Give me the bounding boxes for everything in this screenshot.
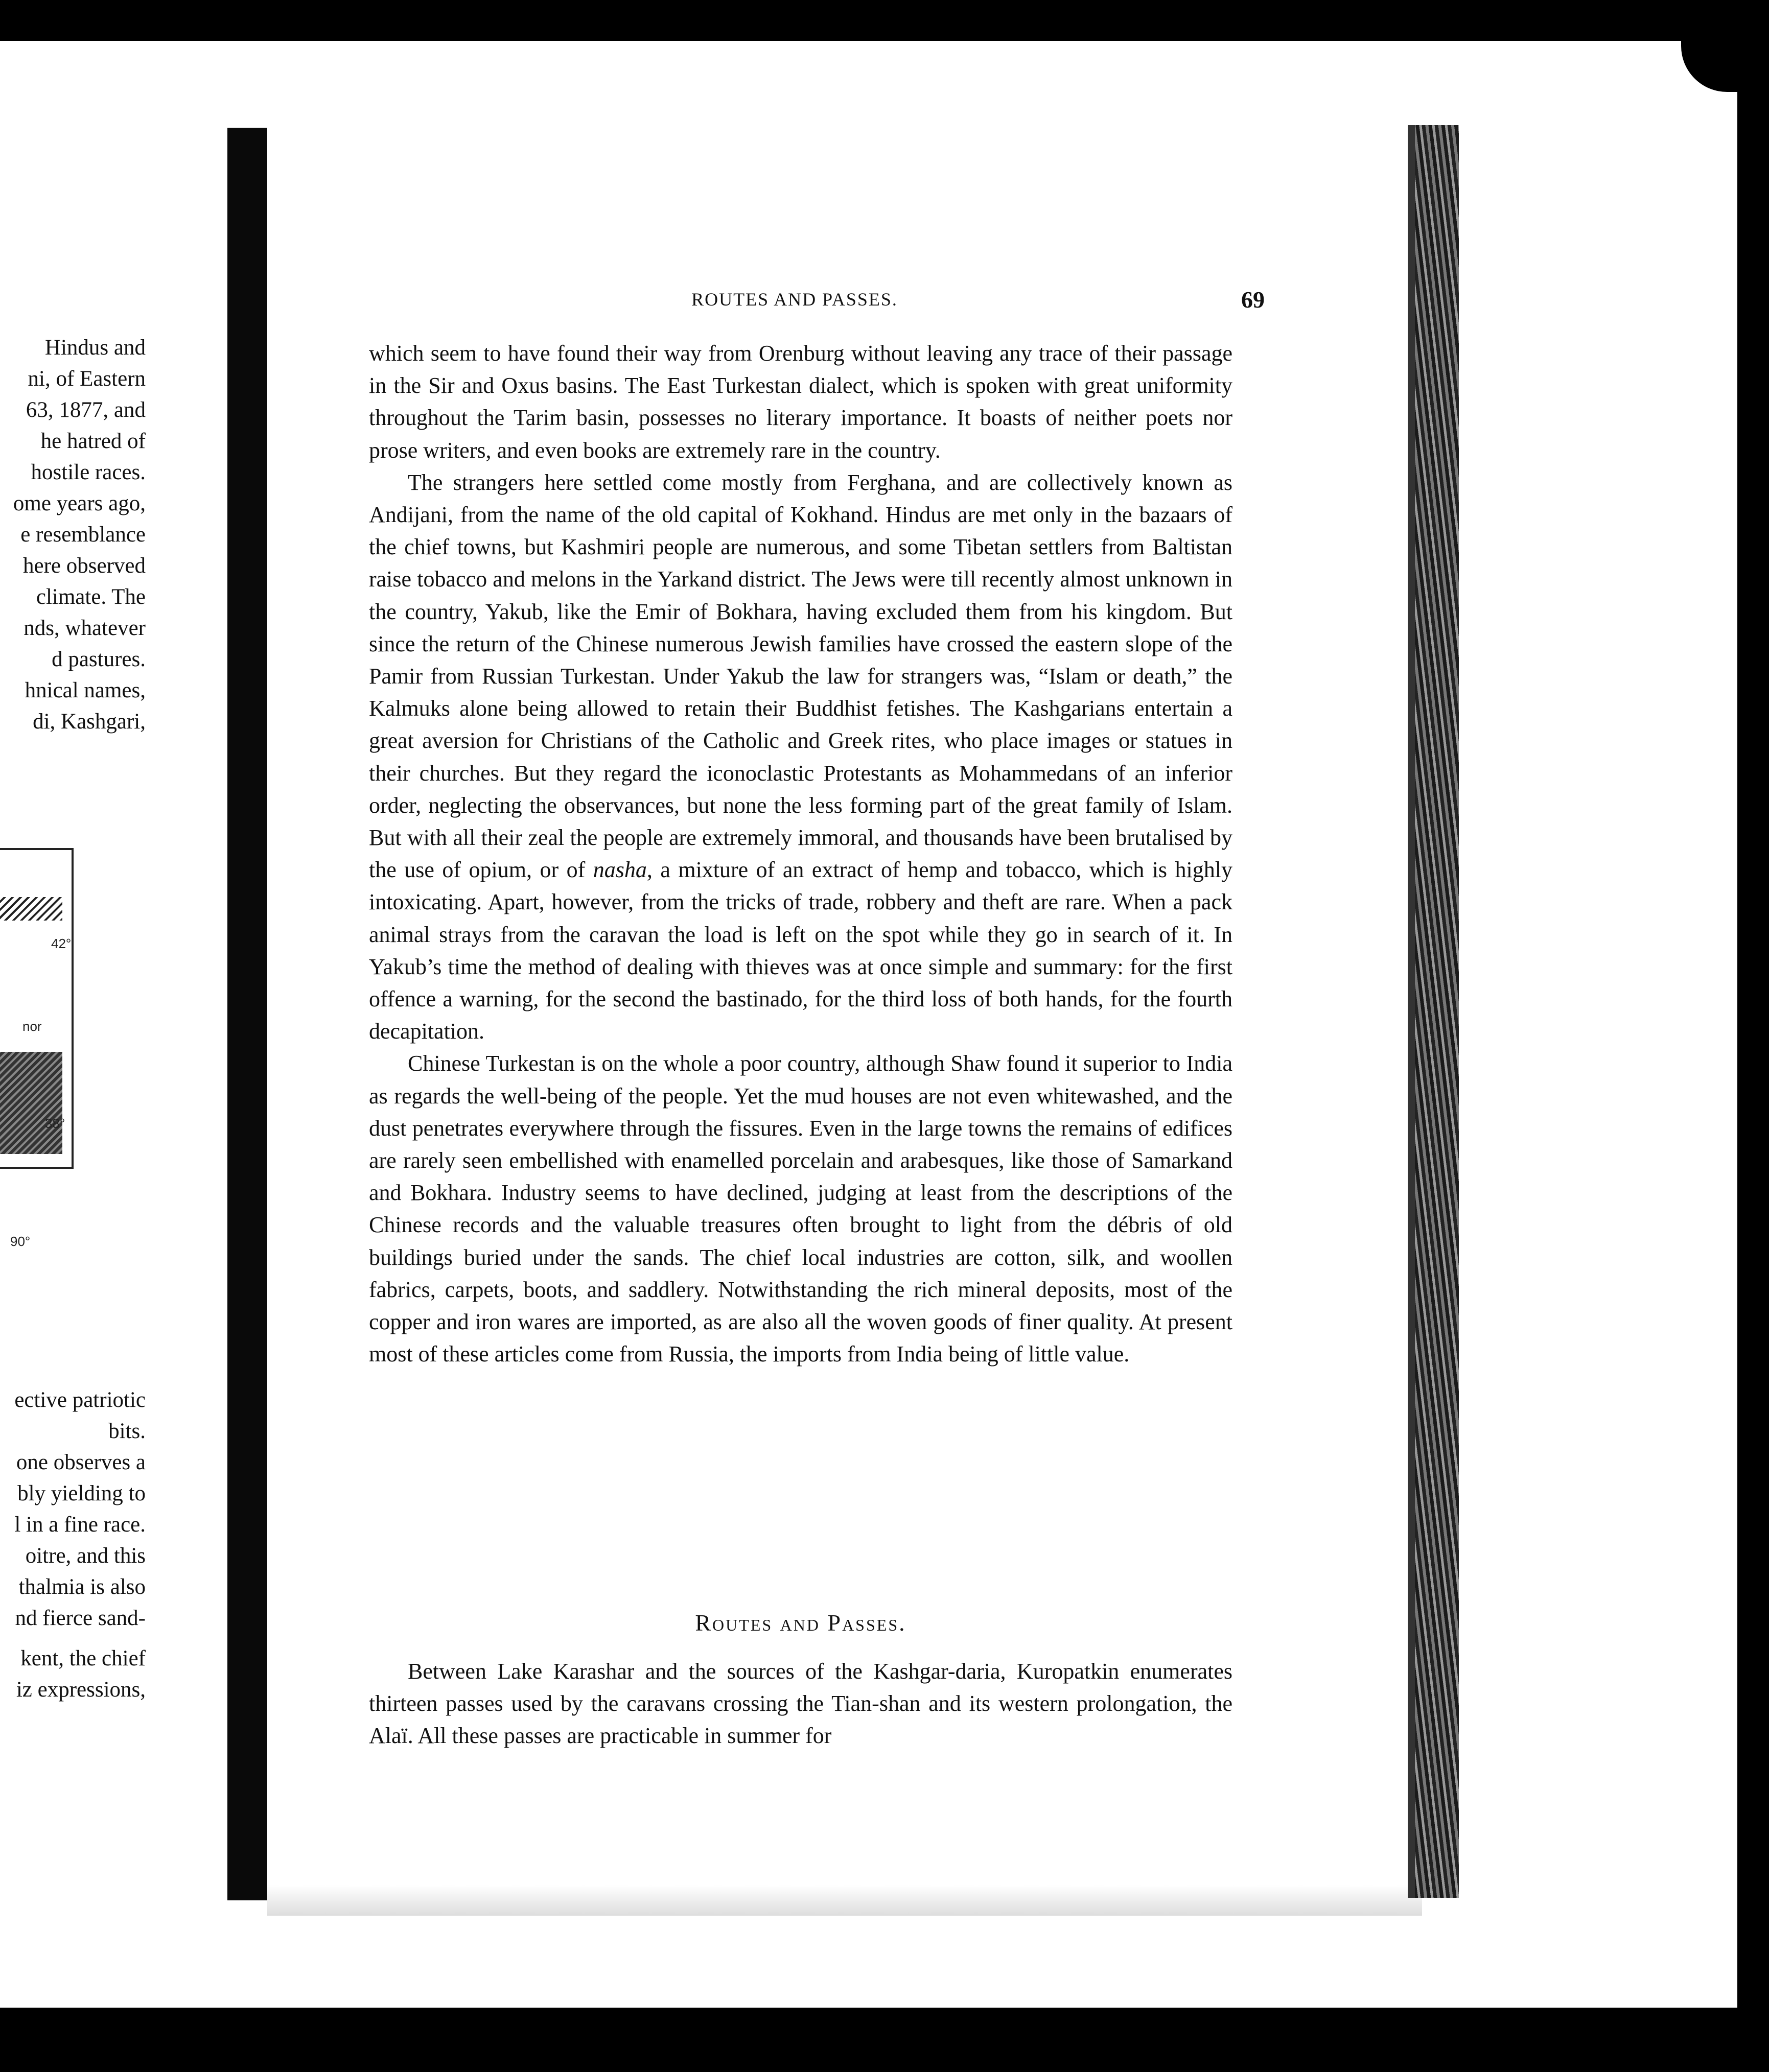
left-lower-line: kent, the chief xyxy=(20,1646,146,1670)
scan-border-top xyxy=(0,0,1769,41)
left-lower-line xyxy=(0,1634,146,1643)
left-upper-line: 63, 1877, and xyxy=(26,398,146,422)
left-lower-line: oitre, and this xyxy=(25,1544,146,1568)
page-edge-inner xyxy=(1408,125,1415,1898)
left-upper-line: e resemblance xyxy=(20,523,146,547)
section-body-text xyxy=(369,1655,1232,1752)
left-upper-line: nds, whatever xyxy=(24,616,146,640)
section-paragraph: Between Lake Karashar and the sources of the Kashgar-daria, Kuropatkin enumerates thirteen passes used by the caravans crossing the Tian-shan and its western prolongation, the Alaï. All these passes are practicable in summer for xyxy=(369,1659,1232,1749)
running-head: ROUTES AND PASSES. xyxy=(691,289,898,310)
left-page-lower-text xyxy=(0,1384,146,1705)
left-upper-line: hostile races. xyxy=(31,460,146,484)
left-lower-line: thalmia is also xyxy=(18,1575,146,1599)
left-lower-line: bly yielding to xyxy=(17,1481,146,1505)
italic-term: nasha xyxy=(593,857,647,883)
left-upper-line: ome years ago, xyxy=(13,491,146,515)
map-label-lat-38: 38° xyxy=(45,1116,65,1131)
main-body-text xyxy=(369,337,1232,1371)
left-lower-line: one observes a xyxy=(16,1450,146,1474)
marbled-page-edge xyxy=(1408,125,1459,1898)
left-lower-line: nd fierce sand- xyxy=(15,1606,146,1630)
map-label-lake: nor xyxy=(22,1019,42,1034)
left-upper-line: hnical names, xyxy=(25,678,146,702)
left-upper-line: di, Kashgari, xyxy=(33,710,146,734)
left-upper-line: here observed xyxy=(23,554,146,578)
map-label-lon-90: 90° xyxy=(10,1234,31,1249)
left-lower-line: iz expressions, xyxy=(16,1678,146,1702)
map-label-lat-42: 42° xyxy=(51,936,72,951)
left-lower-line: l in a fine race. xyxy=(14,1513,146,1537)
scan-border-right xyxy=(1737,0,1769,2072)
map-hatched-range-top xyxy=(0,897,62,921)
paragraph-3: Chinese Turkestan is on the whole a poor country, although Shaw found it superior to India as regards the well-being of the people. Yet the mud houses are not even whitewashed, and the dust penetrates everywhere through the fissures. Even in the large towns the remains of edifices are rarely seen embellished with enamelled porcelain and arabesques, like those of Samarkand and Bokhara. Industry seems to have declined, judging at least from the descriptions of the Chinese records and the valuable treasures often brought to light from the débris of old buildings buried under the sands. The chief local industries are cotton, silk, and woollen fabrics, carpets, boots, and saddlery. Notwithstanding the rich mineral deposits, most of the copper and iron wares are imported, as are also all the woven goods of finer quality. At present most of these articles come from Russia, the imports from India being of little value. xyxy=(369,1051,1232,1367)
paragraph-1: which seem to have found their way from Orenburg without leaving any trace of their passage in the Sir and Oxus basins. The East Turkestan dialect, which is spoken with great uniformity throughout the Tarim basin, possesses no literary importance. It boasts of neither poets nor prose writers, and even books are extremely rare in the country. xyxy=(369,341,1232,463)
left-facing-page xyxy=(0,117,240,1900)
scan-border-bottom xyxy=(0,2008,1769,2072)
left-upper-line: ni, of Eastern xyxy=(28,367,146,391)
book-spine xyxy=(227,128,267,1900)
section-heading: Routes and Passes. xyxy=(695,1610,906,1636)
left-page-upper-text xyxy=(0,332,146,737)
map-fragment xyxy=(0,848,74,1169)
page-bottom-shadow xyxy=(267,1885,1422,1916)
left-lower-line: bits. xyxy=(108,1419,146,1443)
left-upper-line: Hindus and xyxy=(44,336,146,360)
paragraph-2: The strangers here settled come mostly from Ferghana, and are collectively known as Andijani, from the name of the old capital of Kokhand. Hindus are met only in the bazaars of the chief towns, but Kashmiri people are numerous, and some Tibetan settlers from Baltistan raise tobacco and melons in the Yarkand district. The Jews were till recently almost unknown in the country, Yakub, like the Emir of Bokhara, having excluded them from his kingdom. But since the return of the Chinese numerous Jewish families have crossed the eastern slope of the Pamir from Russian Turkestan. Under Yakub the law for strangers was, “Islam or death,” the Kalmuks alone being allowed to retain their Buddhist fetishes. The Kashgarians entertain a great aversion for Christians of the Catholic and Greek rites, who place images or statues in their churches. But they regard the iconoclastic Protestants as Mohammedans of an inferior order, neglecting the observances, but none the less forming part of the great family of Islam. But with all their zeal the people are extremely immoral, and thousands have been brutalised by the use of opium, or of nasha, a mixture of an extract of hemp and tobacco, which is highly intoxicating. Apart, however, from the tricks of trade, robbery and theft are rare. When a pack animal strays from the caravan the load is left on the spot while they go in search of it. In Yakub’s time the method of dealing with thieves was at once simple and summary: for the first offence a warning, for the second the bastinado, for the third loss of both hands, for the fourth decapitation. xyxy=(369,469,1232,1044)
map-hatched-range-bottom xyxy=(0,1052,62,1154)
page-number: 69 xyxy=(1241,287,1265,313)
left-lower-line: ective patriotic xyxy=(14,1388,146,1412)
left-upper-line: climate. The xyxy=(36,585,146,609)
left-upper-line: d pastures. xyxy=(52,647,146,671)
left-upper-line: he hatred of xyxy=(40,429,146,453)
